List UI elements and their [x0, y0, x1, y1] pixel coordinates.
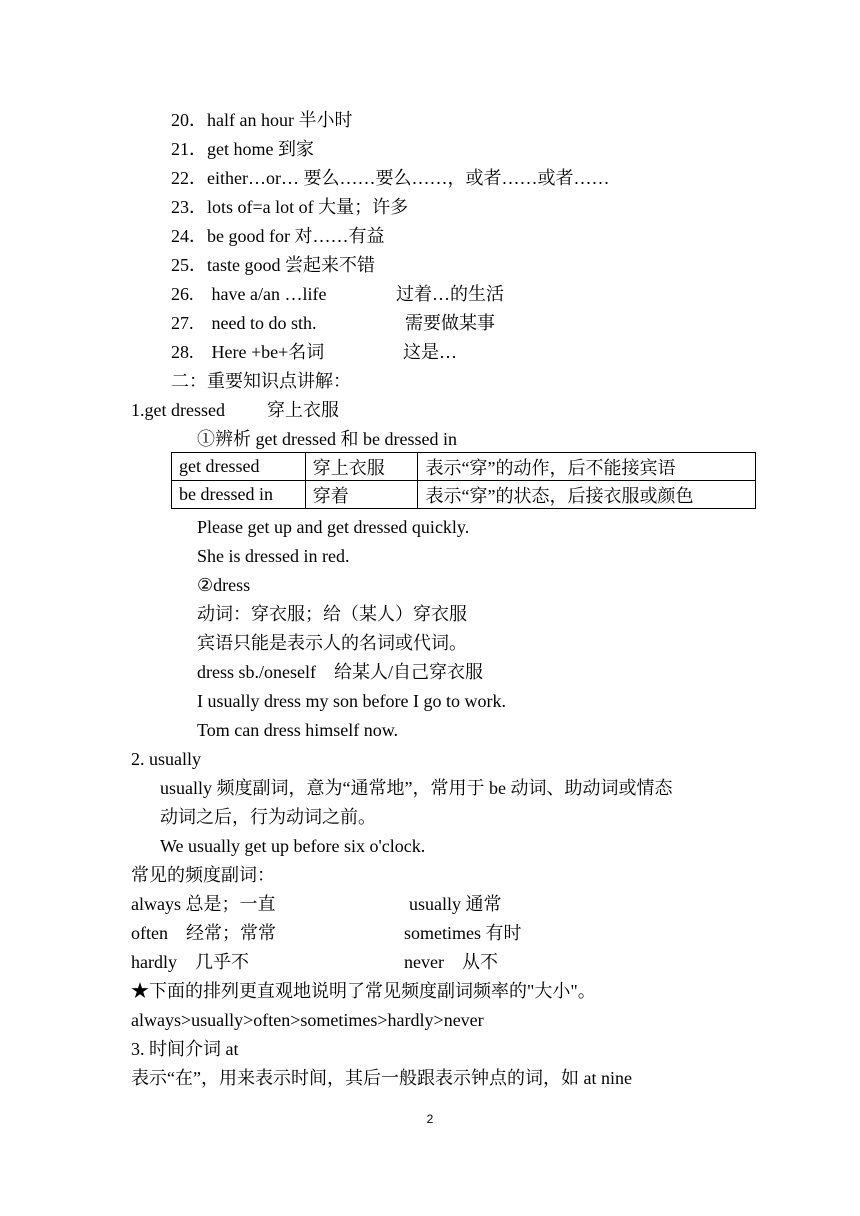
adverb-left: always 总是；一直 [131, 894, 276, 914]
adverb-left: often 经常；常常 [131, 923, 276, 943]
table-row [172, 481, 756, 509]
phrase-23: 23．lots of=a lot of 大量；许多 [171, 197, 409, 217]
point2-order: always>usually>often>sometimes>hardly>never [131, 1010, 484, 1030]
section-heading: 二：重要知识点讲解： [171, 371, 351, 391]
table-cell: 穿上衣服 [305, 453, 418, 481]
point2-common-heading: 常见的频度副词： [131, 865, 275, 885]
comparison-table [171, 452, 756, 509]
point1-example2: She is dressed in red. [197, 546, 350, 566]
phrase-28 [171, 340, 457, 364]
table-cell: 表示“穿”的状态，后接衣服或颜色 [418, 481, 756, 509]
phrase-27 [171, 311, 495, 335]
adverb-row [131, 950, 498, 974]
adverb-left: hardly 几乎不 [131, 952, 249, 972]
point1-verb-def: 动词：穿衣服；给（某人）穿衣服 [197, 604, 467, 624]
table-row [172, 453, 756, 481]
phrase-26-meaning: 过着…的生活 [396, 284, 504, 304]
point1-example1: Please get up and get dressed quickly. [197, 517, 470, 537]
point2-example: We usually get up before six o'clock. [160, 836, 426, 856]
point2-desc1: usually 频度副词，意为“通常地”，常用于 be 动词、助动词或情态 [160, 778, 673, 798]
phrase-26-text: 26. have a/an …life [171, 284, 327, 304]
table-cell: be dressed in [172, 481, 306, 509]
page-number: 2 [426, 1112, 434, 1126]
phrase-26 [171, 282, 504, 306]
phrase-22: 22．either…or… 要么……要么……，或者……或者…… [171, 168, 610, 188]
point1-usage: dress sb./oneself 给某人/自己穿衣服 [197, 662, 483, 682]
point2-star-note: ★下面的排列更直观地说明了常见频度副词频率的"大小"。 [131, 981, 596, 1001]
point3-title: 3. 时间介词 at [131, 1039, 239, 1059]
phrase-25: 25．taste good 尝起来不错 [171, 255, 375, 275]
adverb-right: never 从不 [404, 952, 498, 972]
phrase-21: 21．get home 到家 [171, 139, 314, 159]
phrase-24: 24．be good for 对……有益 [171, 226, 385, 246]
point1-title-meaning: 穿上衣服 [267, 400, 339, 420]
phrase-28-text: 28. Here +be+名词 [171, 342, 325, 362]
adverb-right: usually 通常 [409, 894, 502, 914]
table-cell: 表示“穿”的动作，后不能接宾语 [418, 453, 756, 481]
point3-desc: 表示“在”，用来表示时间，其后一般跟表示钟点的词，如 at nine [131, 1068, 632, 1088]
table-cell: 穿着 [305, 481, 418, 509]
phrase-28-meaning: 这是… [403, 342, 457, 362]
table-cell: get dressed [172, 453, 306, 481]
point1-object-note: 宾语只能是表示人的名词或代词。 [197, 633, 467, 653]
point1-sub1: ①辨析 get dressed 和 be dressed in [197, 429, 457, 449]
point1-example4: Tom can dress himself now. [197, 720, 399, 740]
phrase-27-text: 27. need to do sth. [171, 313, 317, 333]
phrase-27-meaning: 需要做某事 [405, 313, 495, 333]
point2-title: 2. usually [131, 749, 201, 769]
adverb-row [131, 921, 522, 945]
point2-desc2: 动词之后，行为动词之前。 [160, 807, 376, 827]
phrase-20: 20．half an hour 半小时 [171, 110, 353, 130]
point1-title: 1.get dressed [131, 400, 225, 420]
adverb-right: sometimes 有时 [404, 923, 522, 943]
point1-title-line [131, 398, 339, 422]
point1-example3: I usually dress my son before I go to work. [197, 691, 506, 711]
adverb-row [131, 892, 502, 916]
point1-sub2: ②dress [197, 575, 251, 595]
